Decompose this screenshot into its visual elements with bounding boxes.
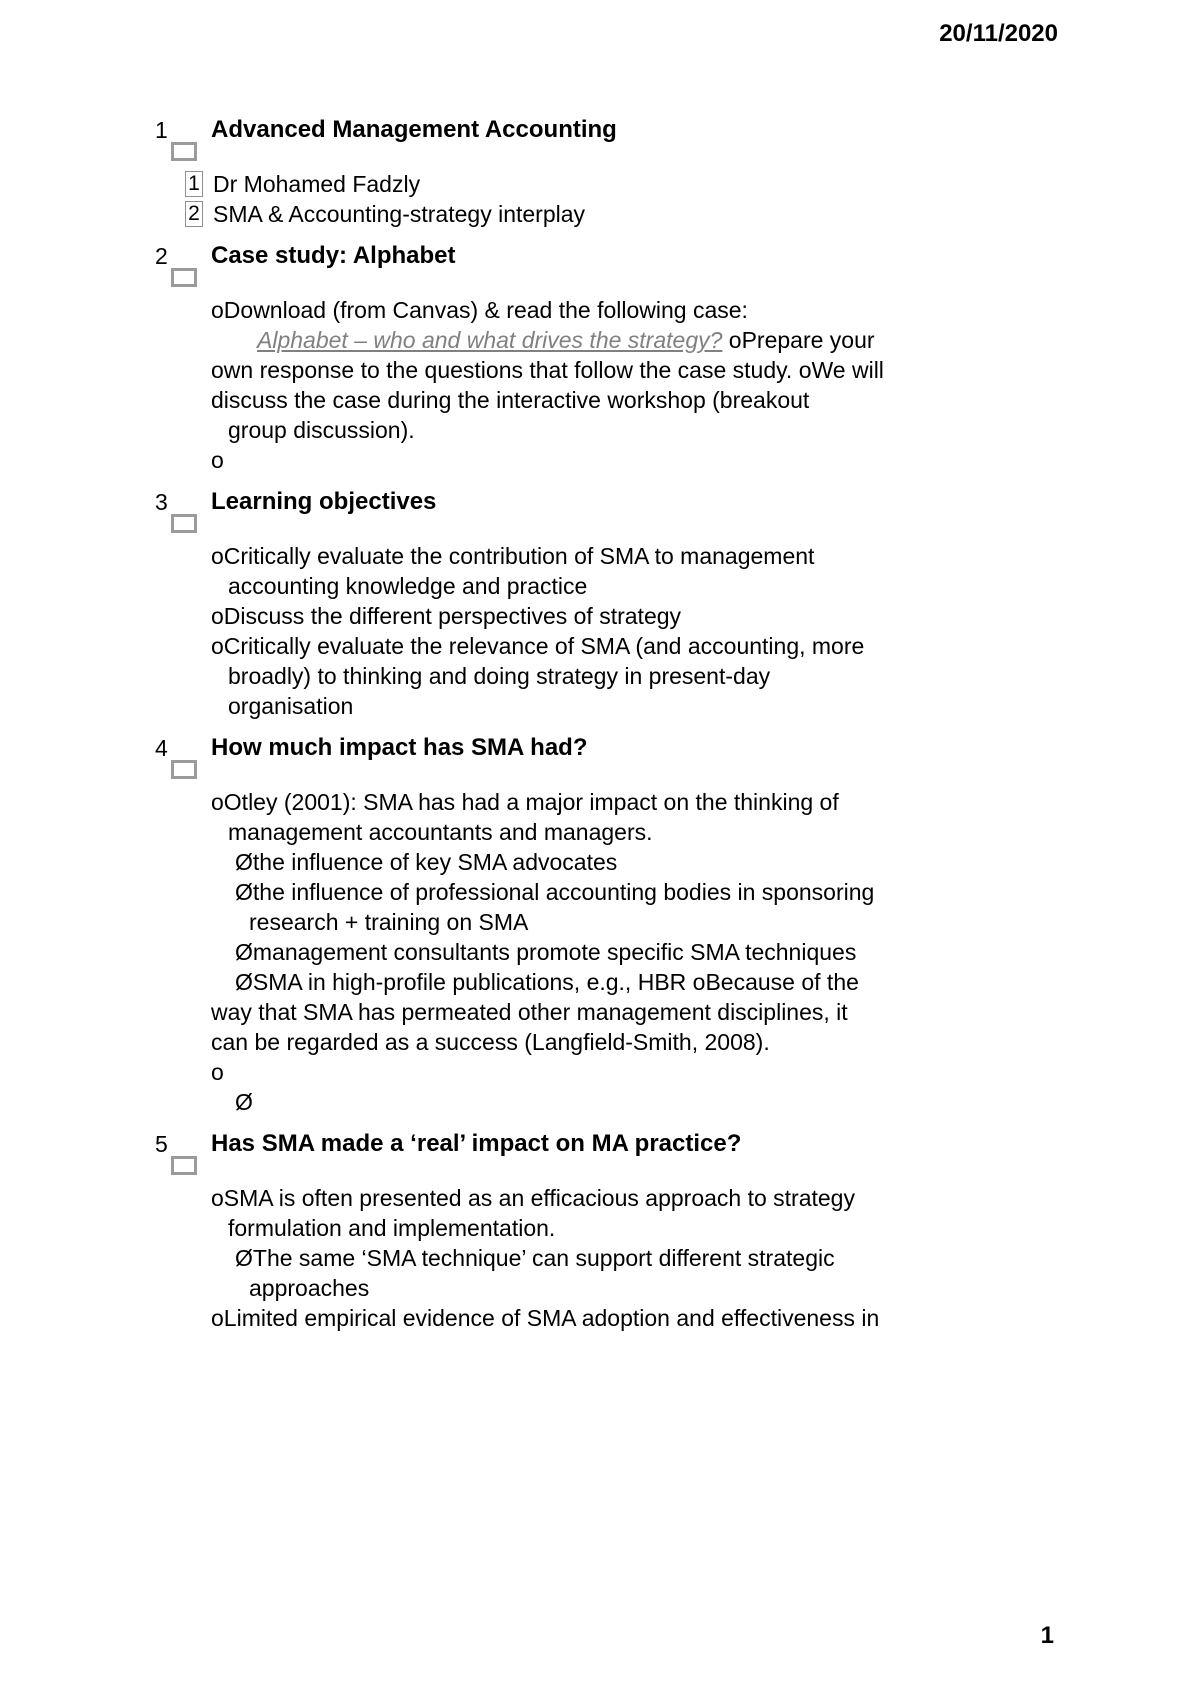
body-line bbox=[211, 1273, 1135, 1303]
section-body bbox=[211, 1183, 1135, 1333]
text-segment: o bbox=[211, 447, 224, 473]
body-line bbox=[211, 691, 1135, 721]
body-line bbox=[211, 445, 1135, 475]
section-title: Advanced Management Accounting bbox=[211, 116, 617, 143]
body-line bbox=[211, 415, 1135, 445]
case-study-link[interactable]: Alphabet – who and what drives the strategy? bbox=[257, 327, 723, 353]
text-segment: discuss the case during the interactive workshop (breakout bbox=[211, 387, 810, 413]
document-content bbox=[155, 115, 1135, 1345]
text-segment: accounting knowledge and practice bbox=[228, 573, 588, 599]
body-line bbox=[211, 1057, 1135, 1087]
body-line bbox=[211, 541, 1135, 571]
body-line bbox=[211, 967, 1135, 997]
text-segment: ØThe same ‘SMA technique’ can support different strategic bbox=[235, 1245, 835, 1271]
text-segment: way that SMA has permeated other management disciplines, it bbox=[211, 999, 848, 1025]
section-header bbox=[155, 733, 1135, 763]
text-segment: SMA & Accounting-strategy interplay bbox=[213, 201, 586, 227]
body-line bbox=[211, 1243, 1135, 1273]
text-segment: o bbox=[211, 1059, 224, 1085]
section-title: Has SMA made a ‘real’ impact on MA practice? bbox=[211, 1130, 742, 1157]
section-body bbox=[211, 295, 1135, 475]
text-segment: formulation and implementation. bbox=[228, 1215, 556, 1241]
body-line bbox=[211, 937, 1135, 967]
section-number: 2 bbox=[155, 243, 168, 269]
body-line bbox=[211, 1183, 1135, 1213]
body-line bbox=[211, 1303, 1135, 1333]
text-segment: oPrepare your bbox=[722, 327, 875, 353]
text-segment: own response to the questions that follow the case study. oWe will bbox=[211, 357, 884, 383]
text-segment: oDiscuss the different perspectives of strategy bbox=[211, 603, 682, 629]
body-line bbox=[211, 355, 1135, 385]
checkbox-icon bbox=[171, 142, 197, 161]
section-header bbox=[155, 115, 1135, 145]
checkbox-icon bbox=[171, 514, 197, 533]
body-line bbox=[211, 997, 1135, 1027]
body-line bbox=[211, 1213, 1135, 1243]
text-segment: Ømanagement consultants promote specific SMA techniques bbox=[235, 939, 857, 965]
body-line bbox=[211, 817, 1135, 847]
body-line bbox=[211, 907, 1135, 937]
text-segment: ØSMA in high-profile publications, e.g., HBR oBecause of the bbox=[235, 969, 859, 995]
section-number-column bbox=[155, 115, 211, 145]
text-segment: Dr Mohamed Fadzly bbox=[213, 171, 421, 197]
checkbox-icon bbox=[171, 1156, 197, 1175]
section-number-column bbox=[155, 733, 211, 763]
text-segment: can be regarded as a success (Langfield-Smith, 2008). bbox=[211, 1029, 770, 1055]
body-line bbox=[211, 325, 1135, 355]
text-segment: oCritically evaluate the relevance of SMA (and accounting, more bbox=[211, 633, 865, 659]
section-title: Learning objectives bbox=[211, 488, 437, 515]
numbered-line bbox=[185, 169, 1135, 199]
body-line bbox=[211, 601, 1135, 631]
body-line bbox=[211, 661, 1135, 691]
section-number-column bbox=[155, 241, 211, 271]
section-2 bbox=[155, 241, 1135, 475]
text-segment: group discussion). bbox=[228, 417, 415, 443]
section-4 bbox=[155, 733, 1135, 1117]
body-line bbox=[211, 631, 1135, 661]
section-number-column bbox=[155, 487, 211, 517]
text-segment: oCritically evaluate the contribution of SMA to management bbox=[211, 543, 815, 569]
section-5 bbox=[155, 1129, 1135, 1333]
body-line bbox=[211, 847, 1135, 877]
section-header bbox=[155, 487, 1135, 517]
body-line bbox=[211, 1087, 1135, 1117]
section-number: 4 bbox=[155, 735, 168, 761]
section-body bbox=[211, 787, 1135, 1117]
section-header bbox=[155, 1129, 1135, 1159]
text-segment: oDownload (from Canvas) & read the following case: bbox=[211, 297, 748, 323]
list-number-box: 2 bbox=[185, 201, 203, 227]
text-segment: management accountants and managers. bbox=[228, 819, 653, 845]
text-segment: Ø bbox=[235, 1089, 253, 1115]
body-line bbox=[211, 877, 1135, 907]
body-line bbox=[211, 787, 1135, 817]
text-segment: Øthe influence of key SMA advocates bbox=[235, 849, 618, 875]
checkbox-icon bbox=[171, 760, 197, 779]
body-line bbox=[211, 385, 1135, 415]
section-title: How much impact has SMA had? bbox=[211, 734, 588, 761]
body-line bbox=[211, 295, 1135, 325]
numbered-line bbox=[185, 199, 1135, 229]
text-segment: approaches bbox=[249, 1275, 370, 1301]
section-header bbox=[155, 241, 1135, 271]
page-number: 1 bbox=[1040, 1622, 1054, 1649]
text-segment: Øthe influence of professional accounting bodies in sponsoring bbox=[235, 879, 875, 905]
section-title: Case study: Alphabet bbox=[211, 242, 456, 269]
list-number-box: 1 bbox=[185, 171, 203, 197]
section-body bbox=[188, 169, 1135, 229]
section-number-column bbox=[155, 1129, 211, 1159]
section-number: 5 bbox=[155, 1131, 168, 1157]
text-segment: broadly) to thinking and doing strategy in present-day bbox=[228, 663, 771, 689]
section-1 bbox=[155, 115, 1135, 229]
text-segment: oLimited empirical evidence of SMA adoption and effectiveness in bbox=[211, 1305, 880, 1331]
text-segment: oSMA is often presented as an efficacious approach to strategy bbox=[211, 1185, 855, 1211]
text-segment: organisation bbox=[228, 693, 354, 719]
section-number: 3 bbox=[155, 489, 168, 515]
text-segment: research + training on SMA bbox=[249, 909, 529, 935]
document-date: 20/11/2020 bbox=[939, 20, 1058, 47]
body-line bbox=[211, 1027, 1135, 1057]
body-line bbox=[211, 571, 1135, 601]
text-segment: oOtley (2001): SMA has had a major impact on the thinking of bbox=[211, 789, 839, 815]
section-3 bbox=[155, 487, 1135, 721]
checkbox-icon bbox=[171, 268, 197, 287]
section-number: 1 bbox=[155, 117, 168, 143]
section-body bbox=[211, 541, 1135, 721]
